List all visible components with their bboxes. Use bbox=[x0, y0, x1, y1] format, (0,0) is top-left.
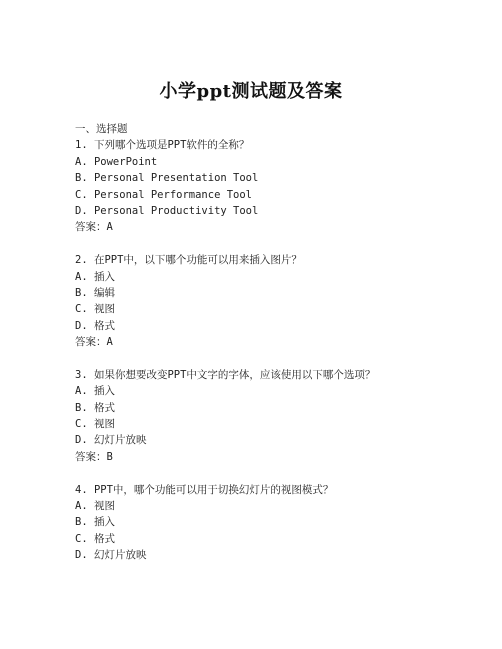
question-3-stem: 3. 如果你想要改变PPT中文字的字体，应该使用以下哪个选项？ bbox=[75, 368, 376, 381]
question-3-option-b: B. 格式 bbox=[75, 401, 115, 414]
question-3-option-c: C. 视图 bbox=[75, 418, 115, 431]
question-4-option-c: C. 格式 bbox=[75, 532, 115, 545]
question-3-answer: 答案：B bbox=[75, 450, 113, 463]
question-4-stem: 4. PPT中，哪个功能可以用于切换幻灯片的视图模式？ bbox=[75, 483, 334, 496]
question-2-option-d: D. 格式 bbox=[75, 319, 115, 332]
question-2-option-a: A. 插入 bbox=[75, 270, 115, 283]
question-1-option-b: B. Personal Presentation Tool bbox=[75, 172, 259, 185]
question-2-option-c: C. 视图 bbox=[75, 303, 115, 316]
question-2-stem: 2. 在PPT中，以下哪个功能可以用来插入图片？ bbox=[75, 254, 302, 267]
question-1-stem: 1. 下列哪个选项是PPT软件的全称？ bbox=[75, 139, 250, 152]
question-1-option-a: A. PowerPoint bbox=[75, 155, 158, 168]
question-4-option-d: D. 幻灯片放映 bbox=[75, 549, 147, 562]
question-3-option-a: A. 插入 bbox=[75, 385, 115, 398]
question-1-answer: 答案：A bbox=[75, 221, 113, 234]
spacer bbox=[75, 236, 475, 252]
question-4-option-b: B. 插入 bbox=[75, 516, 115, 529]
spacer bbox=[75, 465, 475, 481]
question-1-option-d: D. Personal Productivity Tool bbox=[75, 204, 259, 217]
document-title: 小学ppt测试题及答案 bbox=[159, 81, 343, 102]
question-4-option-a: A. 视图 bbox=[75, 499, 115, 512]
question-2-answer: 答案：A bbox=[75, 336, 113, 349]
section-heading: 一、选择题 bbox=[75, 123, 128, 135]
spacer bbox=[75, 350, 475, 366]
question-1-option-c: C. Personal Performance Tool bbox=[75, 188, 253, 201]
question-3-option-d: D. 幻灯片放映 bbox=[75, 434, 147, 447]
document-content bbox=[75, 121, 475, 564]
question-2-option-b: B. 编辑 bbox=[75, 286, 115, 299]
